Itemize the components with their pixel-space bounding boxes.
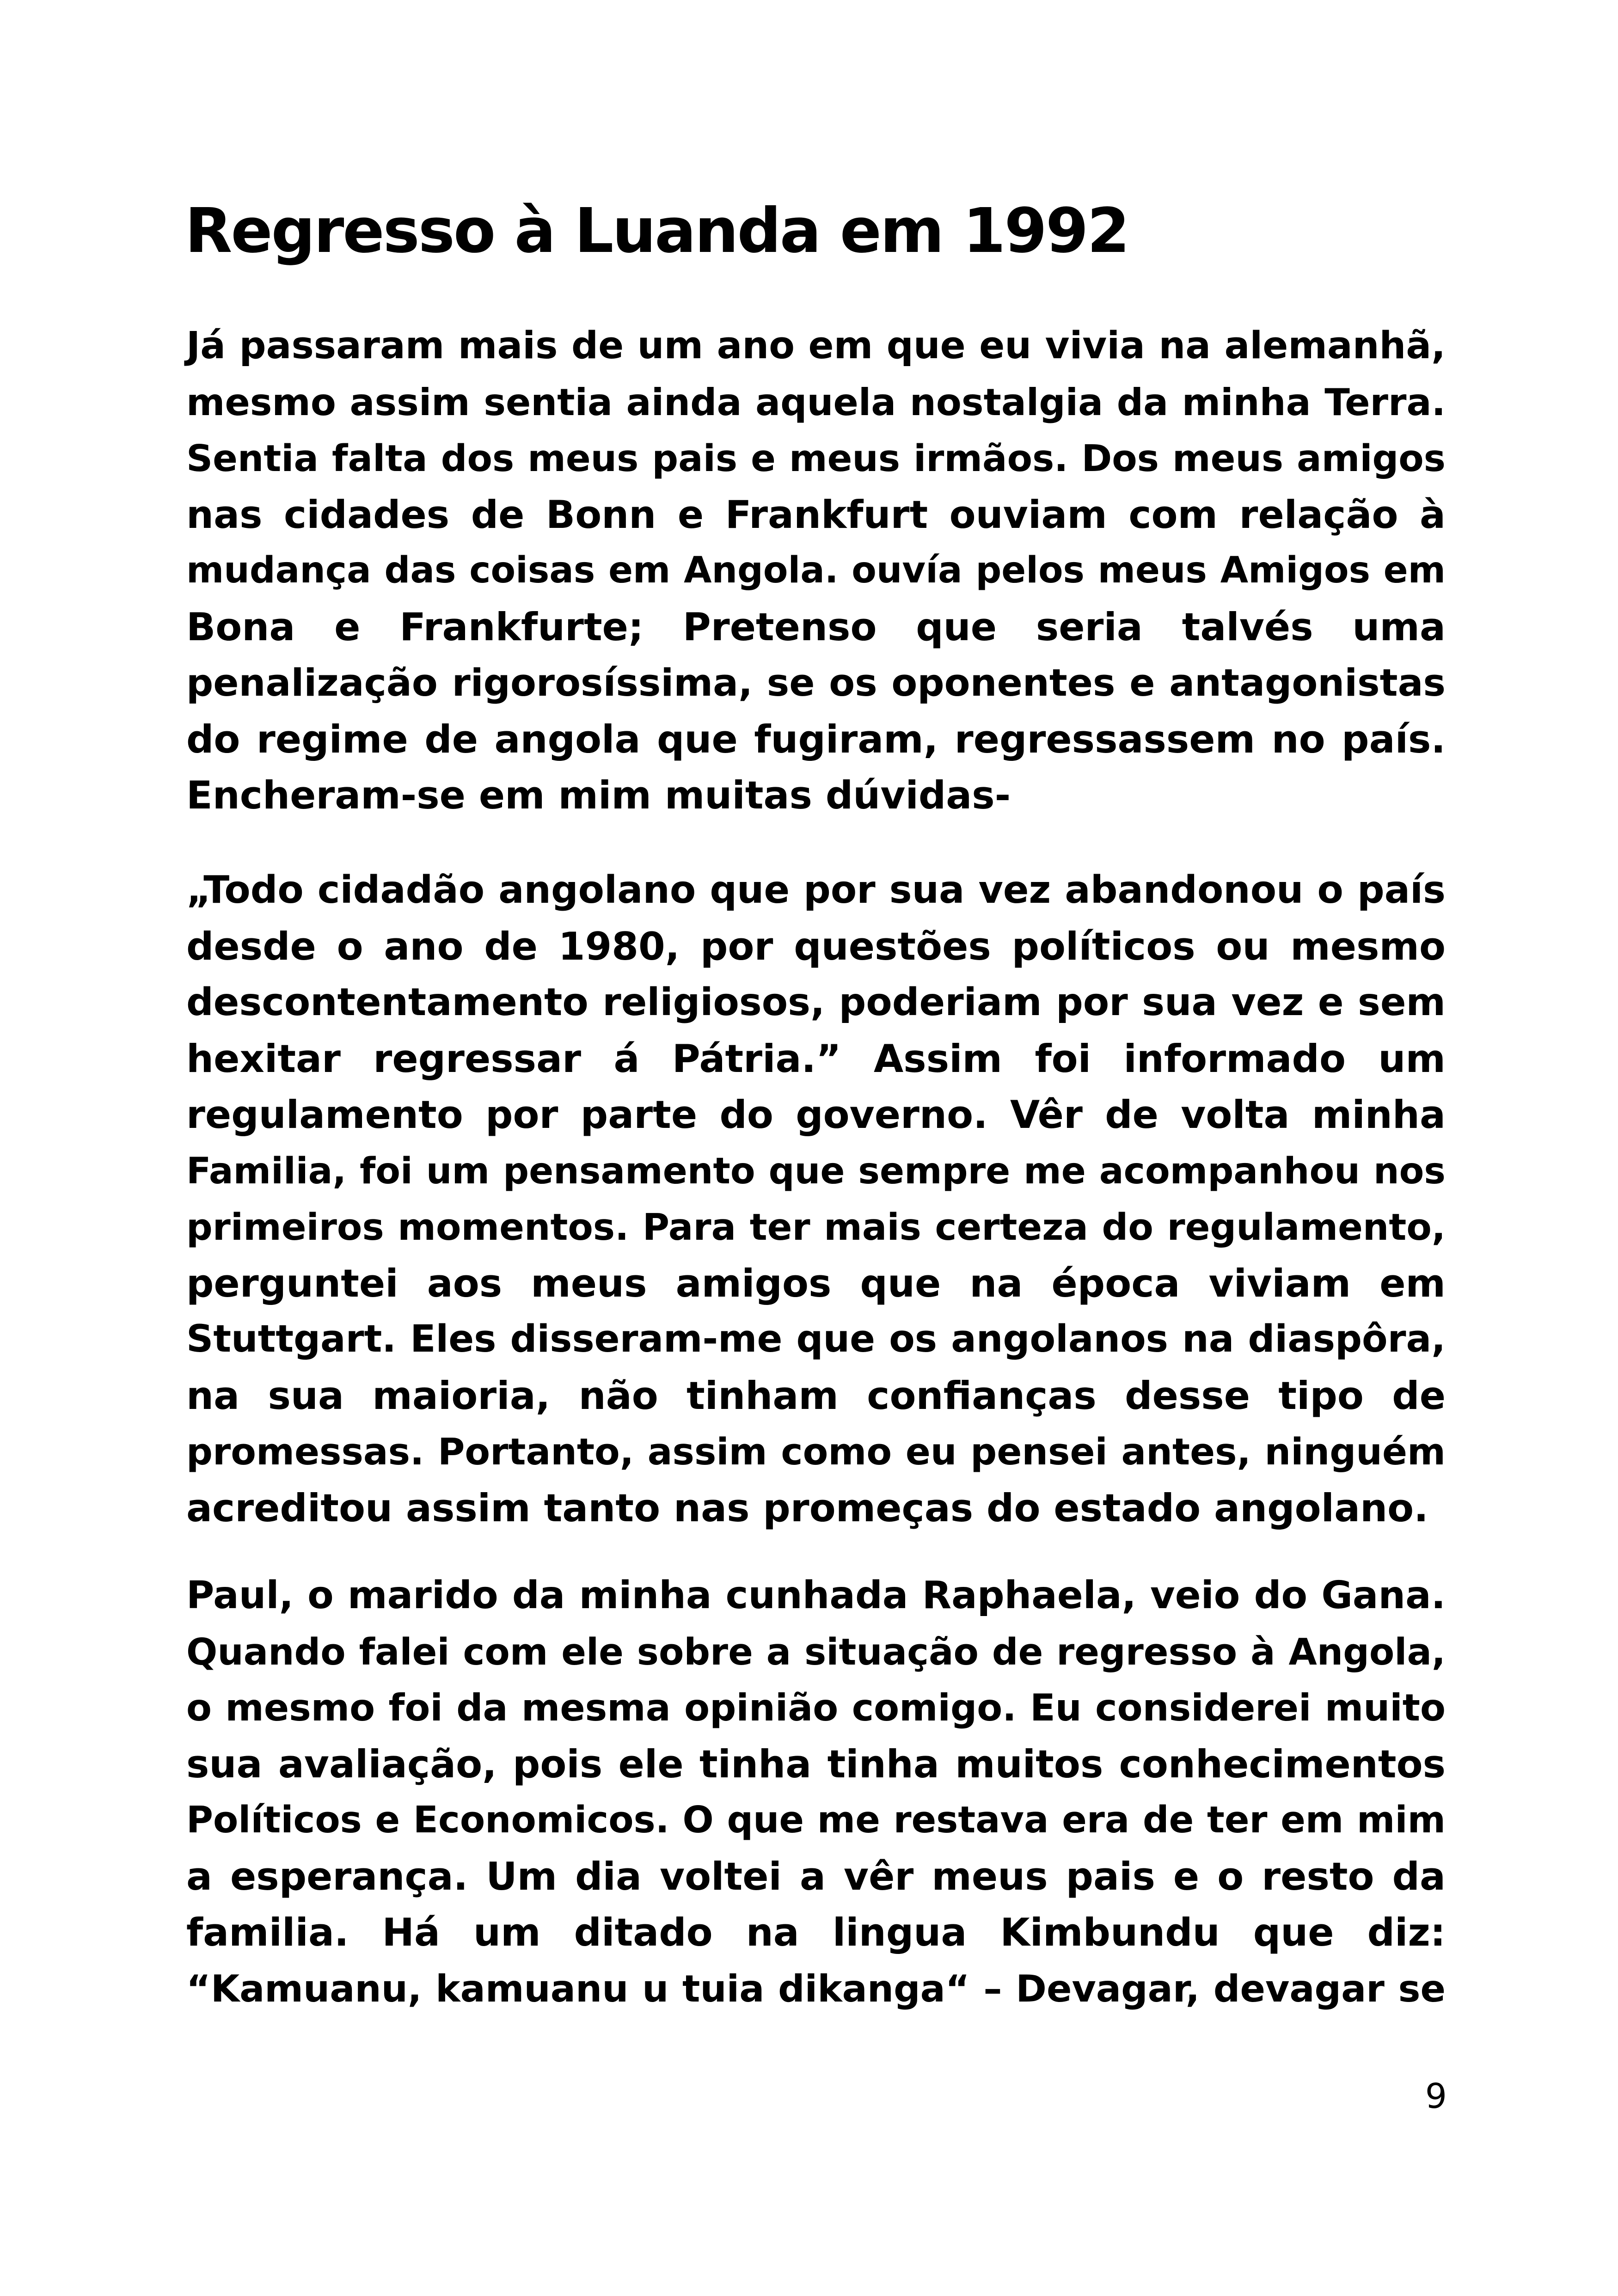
paragraph bbox=[186, 1567, 1446, 2017]
text-line: mudança das coisas em Angola. ouvía pelos meus Amigos em bbox=[186, 550, 1446, 591]
text-line: Stuttgart. Eles disseram-me que os angolanos na diaspôra, bbox=[186, 1317, 1446, 1361]
text-line: „Todo cidadão angolano que por sua vez abandonou o país bbox=[186, 868, 1446, 912]
text-line: Bona e Frankfurte; Pretenso que seria talvés uma bbox=[186, 604, 1446, 649]
text-line: Familia, foi um pensamento que sempre me acompanhou nos bbox=[186, 1150, 1446, 1192]
text-line: acreditou assim tanto nas promeças do estado angolano. bbox=[186, 1485, 1428, 1531]
text-line: nas cidades de Bonn e Frankfurt ouviam com relação à bbox=[186, 492, 1446, 537]
text-line: desde o ano de 1980, por questões políticos ou mesmo bbox=[186, 924, 1446, 969]
text-line: o mesmo foi da mesma opinião comigo. Eu considerei muito bbox=[186, 1686, 1446, 1729]
text-line: Paul, o marido da minha cunhada Raphaela, veio do Gana. bbox=[186, 1574, 1446, 1617]
text-line: regulamento por parte do governo. Vêr de volta minha bbox=[186, 1092, 1446, 1137]
text-line: primeiros momentos. Para ter mais certeza do regulamento, bbox=[186, 1206, 1446, 1249]
text-line: promessas. Portanto, assim como eu pensei antes, ninguém bbox=[186, 1430, 1446, 1473]
page-title: Regresso à Luanda em 1992 bbox=[185, 196, 1129, 267]
text-line: Sentia falta dos meus pais e meus irmãos. Dos meus amigos bbox=[186, 437, 1446, 480]
text-line: Quando falei com ele sobre a situação de regresso à Angola, bbox=[186, 1630, 1446, 1673]
text-line: perguntei aos meus amigos que na época viviam em bbox=[186, 1261, 1446, 1306]
page-number: 9 bbox=[1425, 2076, 1447, 2116]
text-line: familia. Há um ditado na lingua Kimbundu que diz: bbox=[186, 1910, 1446, 1955]
text-line: Já passaram mais de um ano em que eu vivia na alemanhã, bbox=[186, 324, 1446, 367]
text-line: penalização rigorosíssima, se os oponentes e antagonistas bbox=[186, 661, 1446, 705]
text-line: hexitar regressar á Pátria.” Assim foi informado um bbox=[186, 1036, 1446, 1081]
text-line: descontentamento religiosos, poderiam por sua vez e sem bbox=[186, 980, 1446, 1024]
text-line: na sua maioria, não tinham confianças desse tipo de bbox=[186, 1373, 1446, 1418]
text-line: sua avaliação, pois ele tinha tinha muitos conhecimentos bbox=[186, 1741, 1446, 1787]
text-line: a esperança. Um dia voltei a vêr meus pais e o resto da bbox=[186, 1854, 1446, 1899]
text-line: Políticos e Economicos. O que me restava era de ter em mim bbox=[186, 1799, 1446, 1841]
text-line: “Kamuanu, kamuanu u tuia dikanga“ – Devagar, devagar se bbox=[186, 1966, 1446, 2010]
paragraph bbox=[186, 318, 1446, 824]
text-line: Encheram-se em mim muitas dúvidas- bbox=[186, 773, 1011, 818]
paragraph bbox=[186, 862, 1446, 1536]
text-line: do regime de angola que fugiram, regressassem no país. bbox=[186, 716, 1446, 762]
text-line: mesmo assim sentia ainda aquela nostalgia da minha Terra. bbox=[186, 380, 1446, 424]
